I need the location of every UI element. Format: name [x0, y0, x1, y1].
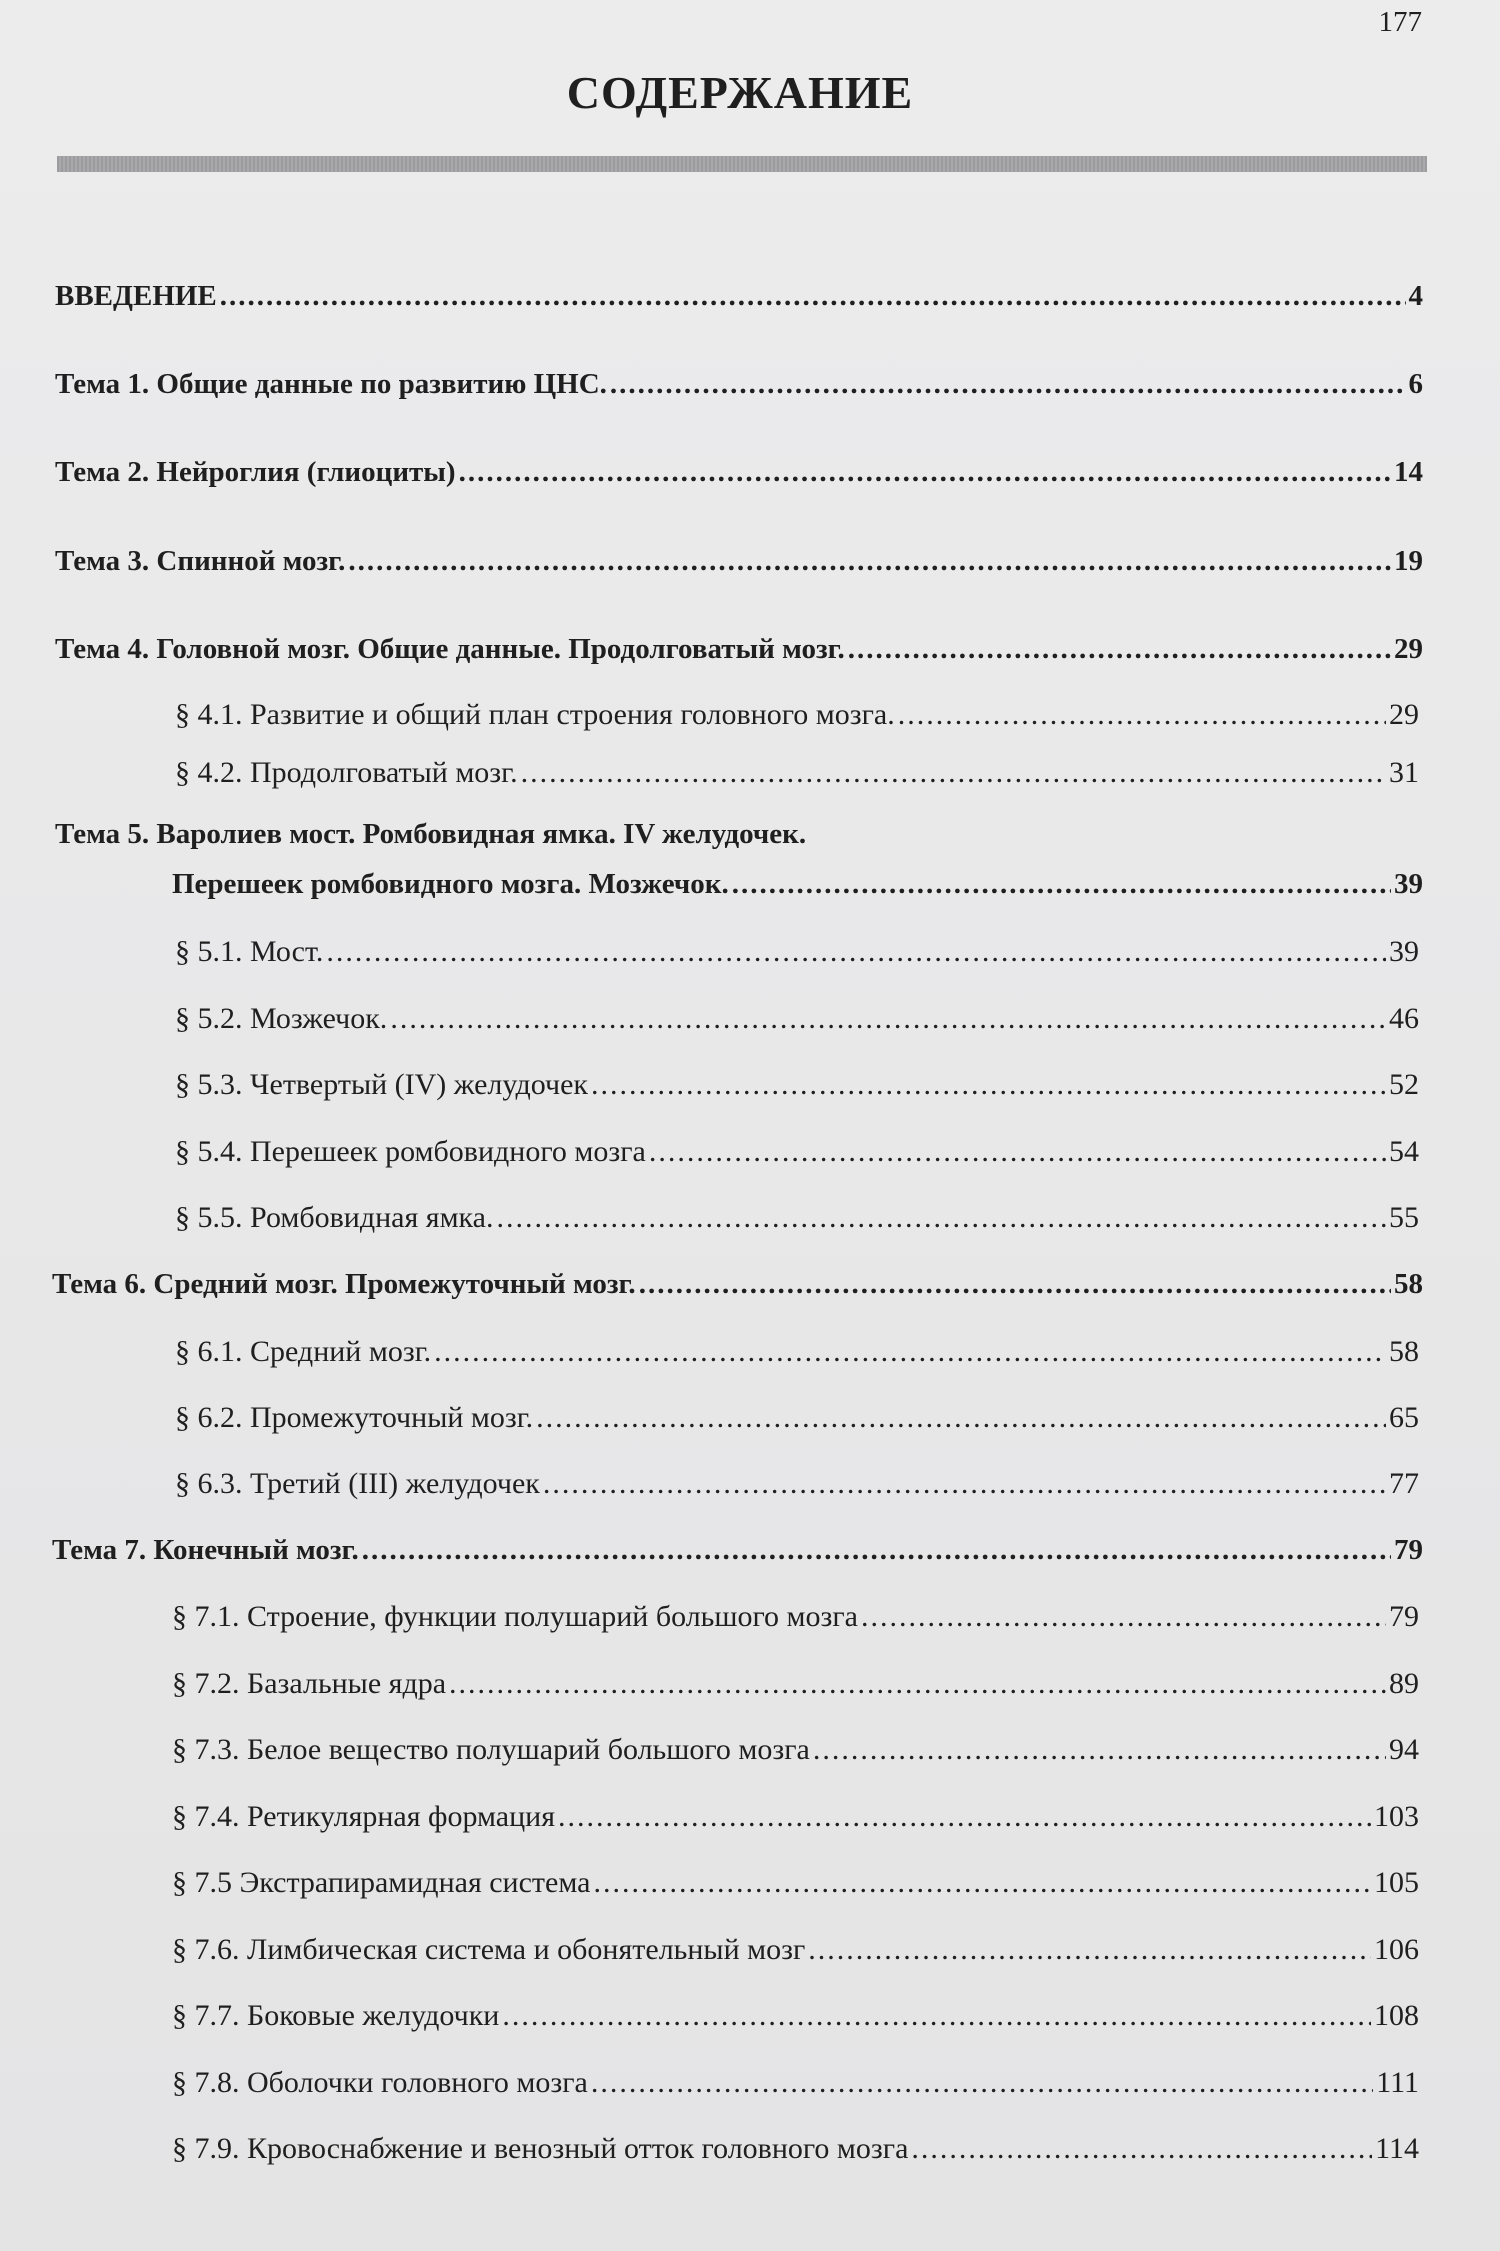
- toc-subentry: [172, 2132, 1419, 2166]
- toc-entry-label: § 7.4. Ретикулярная формация: [172, 1800, 556, 1833]
- toc-entry-page: 29: [1389, 698, 1419, 731]
- toc-entry-page: 55: [1389, 1201, 1419, 1234]
- toc-subentry: [172, 1866, 1419, 1900]
- toc-entry-page: 114: [1375, 2132, 1419, 2165]
- toc-entry-label: § 7.9. Кровоснабжение и венозный отток головного мозга: [172, 2132, 909, 2165]
- toc-entry-label: Тема 6. Средний мозг. Промежуточный мозг.: [52, 1268, 636, 1300]
- toc-entry: [55, 456, 1423, 489]
- toc-entry-label: § 6.2. Промежуточный мозг.: [175, 1401, 534, 1434]
- toc-entry-page: 108: [1374, 1999, 1419, 2032]
- toc-entry-label: § 6.1. Средний мозг.: [175, 1335, 432, 1368]
- dot-leader: [558, 1800, 1371, 1834]
- toc-entry-page: 94: [1389, 1733, 1419, 1766]
- toc-entry-page: 52: [1389, 1068, 1419, 1101]
- toc-entry-label: § 6.3. Третий (III) желудочек: [175, 1467, 540, 1500]
- toc-subentry: [172, 1733, 1419, 1767]
- dot-leader: [591, 2066, 1373, 2100]
- toc-subentry: [175, 1201, 1419, 1235]
- toc-subentry: [172, 1933, 1419, 1967]
- toc-entry: [55, 545, 1423, 578]
- toc-subentry: [172, 1600, 1419, 1634]
- toc-entry-label: § 5.4. Перешеек ромбовидного мозга: [175, 1135, 646, 1168]
- toc-entry-label: § 5.2. Мозжечок.: [175, 1002, 388, 1035]
- dot-leader: [502, 1999, 1371, 2033]
- dot-leader: [449, 1667, 1386, 1701]
- toc-subentry: [172, 1800, 1419, 1834]
- toc-entry-page: 58: [1389, 1335, 1419, 1368]
- toc-subentry: [172, 1667, 1419, 1701]
- toc-entry: [55, 633, 1423, 666]
- toc-entry-page: 65: [1389, 1401, 1419, 1434]
- toc-entry-label: ВВЕДЕНИЕ: [55, 280, 217, 312]
- toc-entry-page: 106: [1374, 1933, 1419, 1966]
- toc-entry-label: § 7.8. Оболочки головного мозга: [172, 2066, 588, 2099]
- toc-subentry: [172, 1999, 1419, 2033]
- dot-leader: [348, 545, 1391, 578]
- toc-entry-label: § 7.7. Боковые желудочки: [172, 1999, 500, 2032]
- dot-leader: [390, 1002, 1386, 1036]
- toc-entry-page: 58: [1394, 1268, 1423, 1300]
- toc-entry-label: § 5.1. Мост.: [175, 935, 324, 968]
- toc-entry: [55, 368, 1423, 401]
- dot-leader: [732, 868, 1391, 901]
- toc-entry-label: Тема 4. Головной мозг. Общие данные. Продолговатый мозг.: [55, 633, 845, 665]
- toc-entry: [172, 868, 1423, 901]
- toc-entry-page: 89: [1389, 1667, 1419, 1700]
- toc-subentry: [175, 935, 1419, 969]
- toc-entry-page: 31: [1389, 756, 1419, 789]
- toc-entry-page: 6: [1408, 368, 1423, 400]
- toc-entry-page: 29: [1394, 633, 1423, 665]
- toc-entry-page: 46: [1389, 1002, 1419, 1035]
- page-title: СОДЕРЖАНИЕ: [566, 67, 914, 118]
- toc-entry-label: Тема 1. Общие данные по развитию ЦНС.: [55, 368, 607, 400]
- dot-leader: [459, 456, 1391, 489]
- dot-leader: [813, 1733, 1386, 1767]
- toc-entry-page: 14: [1394, 456, 1423, 488]
- toc-entry: [52, 1268, 1423, 1301]
- toc-subentry: [175, 756, 1419, 790]
- toc-entry-page: 39: [1394, 868, 1423, 900]
- dot-leader: [497, 1201, 1387, 1235]
- dot-leader: [639, 1268, 1391, 1301]
- dot-leader: [911, 2132, 1372, 2166]
- dot-leader: [591, 1068, 1386, 1102]
- dot-leader: [649, 1135, 1386, 1169]
- dot-leader: [898, 698, 1386, 732]
- dot-leader: [326, 935, 1386, 969]
- toc-entry-page: 4: [1408, 280, 1423, 312]
- toc-entry: [55, 280, 1423, 313]
- toc-entry-label: § 7.5 Экстрапирамидная система: [172, 1866, 591, 1899]
- toc-subentry: [175, 1068, 1419, 1102]
- toc-entry-page: 79: [1394, 1534, 1423, 1566]
- toc-entry: [52, 1534, 1423, 1567]
- toc-subentry: [175, 1135, 1419, 1169]
- dot-leader: [848, 633, 1391, 666]
- toc-subentry: [175, 1002, 1419, 1036]
- toc-entry-page: 79: [1389, 1600, 1419, 1633]
- toc-entry-label: Тема 3. Спинной мозг.: [55, 545, 346, 577]
- toc-entry-label: § 5.3. Четвертый (IV) желудочек: [175, 1068, 588, 1101]
- toc-entry-label-line1: Тема 5. Варолиев мост. Ромбовидная ямка. IV желудочек.: [55, 818, 807, 850]
- toc-entry-label: § 7.1. Строение, функции полушарий большого мозга: [172, 1600, 858, 1633]
- dot-leader: [808, 1933, 1371, 1967]
- toc-subentry: [175, 1401, 1419, 1435]
- toc-subentry: [175, 698, 1419, 732]
- dot-leader: [536, 1401, 1386, 1435]
- toc-entry-label: § 7.2. Базальные ядра: [172, 1667, 447, 1700]
- toc-entry-page: 105: [1374, 1866, 1419, 1899]
- dot-leader: [543, 1467, 1386, 1501]
- toc-entry-label: Тема 7. Конечный мозг.: [52, 1534, 359, 1566]
- toc-entry-page: 77: [1389, 1467, 1419, 1500]
- dot-leader: [220, 280, 1406, 313]
- toc-subentry: [175, 1335, 1419, 1369]
- toc-subentry: [172, 2066, 1419, 2100]
- dot-leader: [593, 1866, 1371, 1900]
- toc-entry-page: 54: [1389, 1135, 1419, 1168]
- toc-entry-label: § 4.2. Продолговатый мозг.: [175, 756, 518, 789]
- page-number: 177: [1378, 6, 1422, 38]
- toc-entry-label: § 5.5. Ромбовидная ямка.: [175, 1201, 494, 1234]
- toc-entry-page: 19: [1394, 545, 1423, 577]
- dot-leader: [861, 1600, 1386, 1634]
- toc-entry-page: 103: [1374, 1800, 1419, 1833]
- toc-entry-label: § 7.3. Белое вещество полушарий большого мозга: [172, 1733, 810, 1766]
- toc-entry-label: Тема 2. Нейроглия (глиоциты): [55, 456, 456, 488]
- dot-leader: [434, 1335, 1386, 1369]
- toc-entry-label: § 4.1. Развитие и общий план строения головного мозга.: [175, 698, 895, 731]
- toc-entry-label: § 7.6. Лимбическая система и обонятельный мозг: [172, 1933, 806, 1966]
- toc-entry-label: Перешеек ромбовидного мозга. Мозжечок.: [172, 868, 729, 900]
- dot-leader: [362, 1534, 1391, 1567]
- toc-entry-page: 111: [1376, 2066, 1419, 2099]
- dot-leader: [521, 756, 1386, 790]
- toc-entry-page: 39: [1389, 935, 1419, 968]
- toc-subentry: [175, 1467, 1419, 1501]
- dot-leader: [610, 368, 1406, 401]
